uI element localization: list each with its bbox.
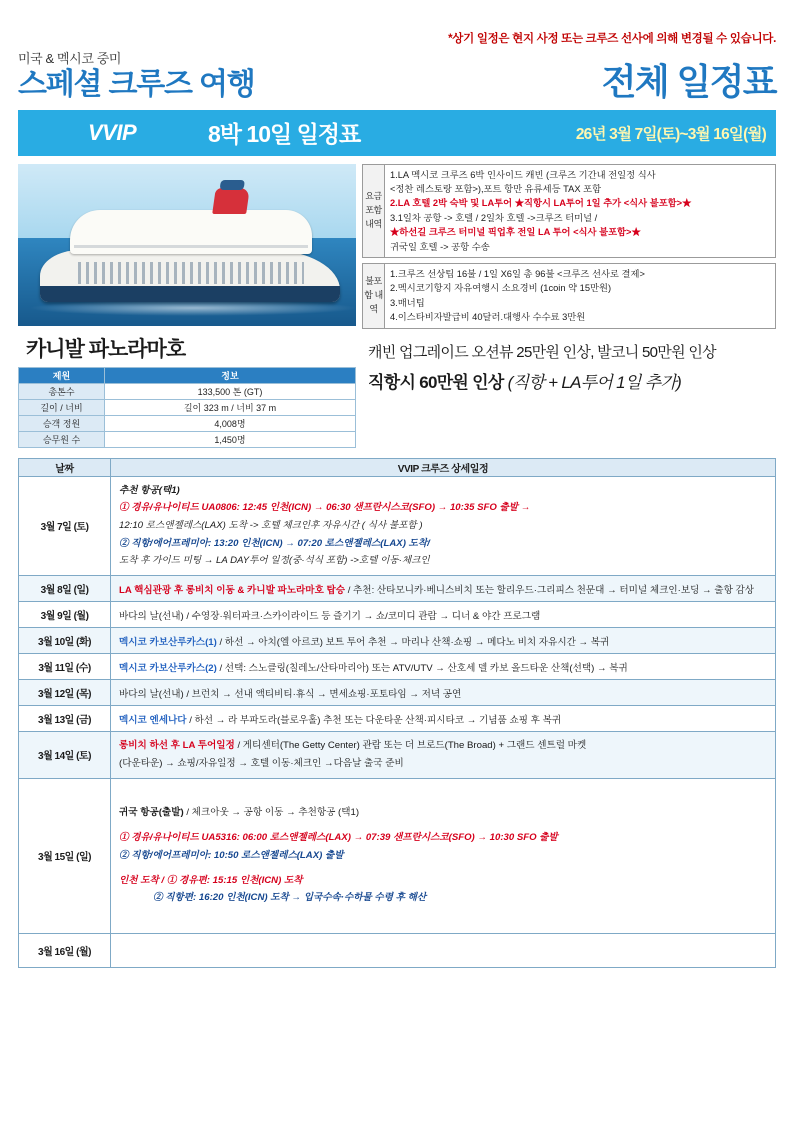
flight-option-1: ① 경유/유나이티드 UA0806: 12:45 인천(ICN) → 06:30 샌프란시스코(SFO) → 10:35 SFO 출발 →	[119, 502, 531, 514]
itinerary-rest: / 하선 → 라 부파도라(블로우홀) 추천 또는 다운타운 산책·피시타코 → 기념품 쇼핑 후 복귀	[186, 714, 562, 726]
itinerary-line-2: (다운타운) → 쇼핑/자유일정 → 호텔 이동·체크인 →다음날 출국 준비	[119, 757, 404, 769]
included-line: <정찬 레스토랑 포함>),포트 항만 유류세등 TAX 포함	[390, 183, 602, 194]
table-row	[19, 680, 776, 706]
cruise-ship-photo	[18, 164, 356, 326]
itinerary-date: 3월 7일 (토)	[19, 476, 111, 576]
travel-dates: 26년 3월 7일(토)~3월 16일(월)	[575, 125, 766, 143]
table-row	[363, 164, 776, 257]
return-flight-title	[119, 804, 767, 822]
flight-option-1-cont: 12:10 로스앤젤레스(LAX) 도착 -> 호텔 체크인후 자유시간 ( 식사 불포함 )	[119, 519, 423, 531]
table-row	[19, 654, 776, 680]
return-option-1: ① 경유/유나이티드 UA5316: 06:00 로스앤젤레스(LAX) → 07:39 샌프란시스코(SFO) → 10:30 SFO 출발	[119, 832, 558, 844]
table-header-row	[19, 367, 356, 383]
spec-key: 승무원 수	[19, 431, 105, 447]
itinerary-date: 3월 13일 (금)	[19, 706, 111, 732]
ship-spec-table	[18, 367, 356, 448]
table-row	[19, 706, 776, 732]
included-fee-table	[362, 164, 776, 258]
itinerary-header-detail: VVIP 크루즈 상세일정	[111, 458, 776, 476]
wake-shape	[28, 300, 356, 316]
itinerary-highlight: LA 핵심관광 후 롱비치 이동 & 카니발 파노라마호 탑승	[119, 584, 346, 596]
excluded-content	[385, 263, 776, 328]
excluded-line: 3.매너팁	[390, 297, 425, 308]
summary-band	[18, 110, 776, 156]
spec-key: 승객 정원	[19, 415, 105, 431]
itinerary-rest: / 게티센터(The Getty Center) 관람 또는 더 브로드(The Broad) + 그랜드 센트럴 마켓	[234, 740, 587, 752]
arrival-option-2: ② 직항편: 16:20 인천(ICN) 도착 → 입국수속·수하물 수령 후 해산	[153, 892, 427, 904]
spec-value: 1,450명	[105, 431, 356, 447]
itinerary-detail	[111, 778, 776, 933]
upgrade-direct-italic: (직항 + LA투어 1일 추가)	[507, 372, 682, 392]
itinerary-detail	[111, 576, 776, 602]
table-row	[19, 415, 356, 431]
table-row	[19, 933, 776, 967]
arrival-line-2	[119, 889, 767, 907]
ship-name: 카니발 파노라마호	[26, 337, 186, 361]
included-line: 1.LA 멕시코 크루즈 6박 인사이드 캐빈 (크루즈 기간내 전일정 식사	[390, 169, 656, 180]
subtitle: 미국 & 멕시코 중미	[18, 51, 122, 66]
itinerary-date: 3월 10일 (화)	[19, 628, 111, 654]
excluded-line: 2.멕시코기항지 자유여행시 소요경비 (1coin 약 15만원)	[390, 283, 612, 294]
excluded-line: 4.이스타비자발급비 40달러.대행사 수수료 3만원	[390, 312, 586, 323]
ship-funnel	[212, 188, 250, 214]
vvip-label: VVIP	[88, 119, 137, 145]
itinerary-highlight: 멕시코 카보산루카스(1)	[119, 636, 217, 648]
duration-label: 8박 10일 일정표	[208, 121, 361, 147]
included-line: ★하선길 크루즈 터미널 픽업후 전일 LA 투어 <식사 불포함>★	[390, 227, 641, 238]
itinerary-detail	[111, 706, 776, 732]
itinerary-highlight: 바다의 날(선내)	[119, 688, 184, 700]
included-content	[385, 164, 776, 257]
arrival-option-1: 인천 도착 / ① 경유편: 15:15 인천(ICN) 도착	[119, 874, 303, 886]
itinerary-detail	[111, 680, 776, 706]
title-row	[18, 48, 776, 101]
spec-header-key: 제원	[19, 367, 105, 383]
itinerary-highlight: 멕시코 엔세나다	[119, 714, 187, 726]
itinerary-rest: / 브런치 → 선내 액티비티·휴식 → 면세쇼핑·포토타임 → 저녁 공연	[183, 688, 462, 700]
itinerary-detail	[111, 654, 776, 680]
excluded-label: 불포함 내역	[363, 263, 385, 328]
flight-recommend-title: 추천 항공(택1)	[119, 484, 180, 496]
table-row	[363, 263, 776, 328]
itinerary-header-date: 날짜	[19, 458, 111, 476]
itinerary-highlight: 멕시코 카보산루카스(2)	[119, 662, 217, 674]
itinerary-detail	[111, 602, 776, 628]
document-type-title: 전체 일정표	[601, 60, 776, 102]
table-row	[19, 431, 356, 447]
itinerary-date: 3월 14일 (토)	[19, 732, 111, 778]
table-header-row	[19, 458, 776, 476]
itinerary-table	[18, 458, 776, 968]
upgrade-note	[362, 341, 776, 393]
flight-option-2-cont: 도착 후 가이드 미팅 → LA DAY투어 일정(중·석식 포함) ->호텔 이동·체크인	[119, 555, 430, 567]
itinerary-rest: / 선택: 스노클링(칠레노/산타마리아) 또는 ATV/UTV → 산호세 델 카보 올드타운 산책(선택) → 복귀	[216, 662, 628, 674]
change-notice: *상기 일정은 현지 사정 또는 크루즈 선사에 의해 변경될 수 있습니다.	[448, 33, 776, 45]
return-flight-rest: / 체크아웃 → 공항 이동 → 추천항공 (택1)	[183, 807, 360, 819]
itinerary-date: 3월 8일 (일)	[19, 576, 111, 602]
upgrade-line-1: 캐빈 업그레이드 오션뷰 25만원 인상, 발코니 50만원 인상	[368, 343, 716, 361]
spec-header-value: 정보	[105, 367, 356, 383]
table-row	[19, 399, 356, 415]
table-row	[19, 576, 776, 602]
table-row	[19, 476, 776, 576]
flight-option-2: ② 직항/에어프레미아: 13:20 인천(ICN) → 07:20 로스앤젤레스(LAX) 도착/	[119, 537, 430, 549]
spec-value: 133,500 톤 (GT)	[105, 383, 356, 399]
table-row	[19, 778, 776, 933]
spec-value: 길이 323 m / 너비 37 m	[105, 399, 356, 415]
itinerary-rest: / 하선 → 아치(엘 아르코) 보트 투어 추천 → 마리나 산책·쇼핑 → 메다노 비치 자유시간 → 복귀	[216, 636, 610, 648]
fee-column	[362, 164, 776, 448]
itinerary-detail	[111, 476, 776, 576]
included-line: 2.LA 호텔 2박 숙박 및 LA투어 ★직항시 LA투어 1일 추가 <식사 불포함>★	[390, 198, 692, 209]
upgrade-direct-bold: 직항시 60만원 인상	[368, 372, 508, 392]
return-option-2: ② 직항/에어프레미아: 10:50 로스앤젤레스(LAX) 출발	[119, 849, 344, 861]
table-row	[19, 383, 356, 399]
ship-column	[18, 164, 356, 448]
page-title: 스페셜 크루즈 여행	[18, 68, 255, 101]
spacer	[119, 822, 767, 829]
spec-value: 4,008명	[105, 415, 356, 431]
excluded-fee-table	[362, 263, 776, 329]
excluded-line: 1.크루즈 선상팁 16불 / 1일 X6일 총 96불 <크루즈 선사로 결제>	[390, 268, 645, 279]
ship-and-fee-row	[18, 164, 776, 448]
included-label: 요금 포함 내역	[363, 164, 385, 257]
itinerary-date: 3월 15일 (일)	[19, 778, 111, 933]
itinerary-detail	[111, 628, 776, 654]
itinerary-rest: / 수영장·워터파크·스카이라이드 등 즐기기 → 쇼/코미디 관람 → 디너 & 야간 프로그램	[183, 610, 541, 622]
ship-windows	[78, 262, 304, 284]
itinerary-highlight: 바다의 날(선내)	[119, 610, 184, 622]
table-row	[19, 602, 776, 628]
spec-key: 총톤수	[19, 383, 105, 399]
spacer	[119, 865, 767, 872]
table-row	[19, 732, 776, 778]
itinerary-detail	[111, 933, 776, 967]
itinerary-date: 3월 16일 (월)	[19, 933, 111, 967]
itinerary-date: 3월 11일 (수)	[19, 654, 111, 680]
itinerary-date: 3월 9일 (월)	[19, 602, 111, 628]
included-line: 3.1일차 공항 -> 호텔 / 2일차 호텔 ->크루즈 터미널 /	[390, 212, 598, 223]
title-left	[18, 48, 255, 101]
itinerary-rest: / 추천: 산타모니카·베니스비치 또는 할리우드·그리피스 천문대 → 터미널 체크인·보딩 → 출항 감상	[345, 584, 755, 596]
ship-deck-line	[74, 245, 308, 248]
itinerary-date: 3월 12일 (목)	[19, 680, 111, 706]
arrival-line-1	[119, 872, 767, 890]
spec-key: 길이 / 너비	[19, 399, 105, 415]
table-row	[19, 628, 776, 654]
itinerary-detail	[111, 732, 776, 778]
return-flight-label: 귀국 항공(출발)	[119, 807, 184, 819]
itinerary-highlight: 롱비치 하선 후 LA 투어일정	[119, 740, 235, 752]
included-line: 귀국일 호텔 -> 공항 수송	[390, 241, 490, 252]
upgrade-line-2	[368, 368, 776, 393]
itinerary-line	[119, 737, 767, 755]
